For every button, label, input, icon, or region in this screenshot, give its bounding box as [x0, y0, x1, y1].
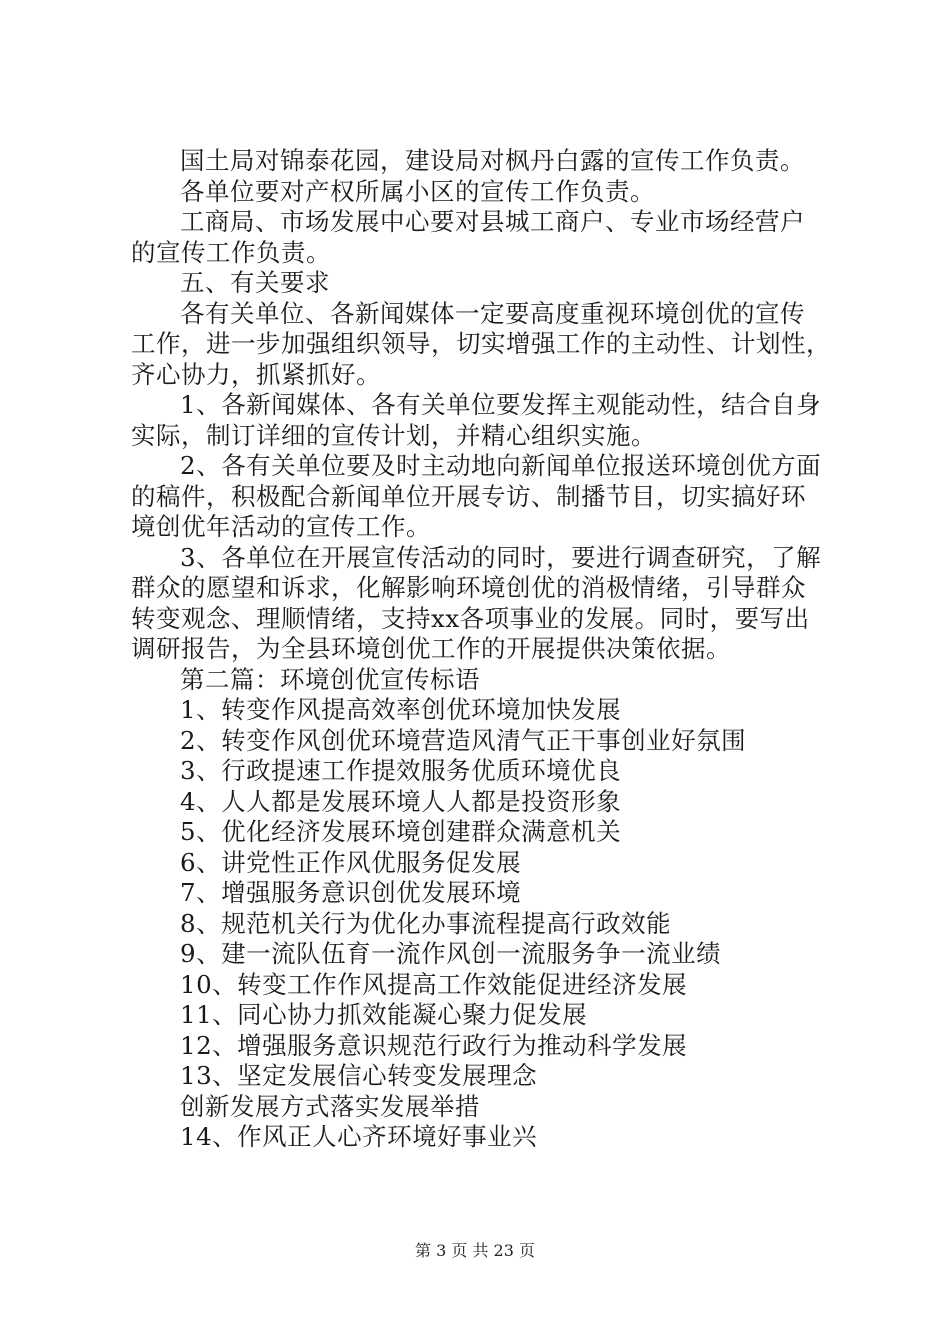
text-line: 10、转变工作作风提高工作效能促进经济发展 [180, 969, 688, 999]
text-line: 8、规范机关行为优化办事流程提高行政效能 [180, 908, 672, 938]
text-line: 五、有关要求 [180, 268, 330, 297]
text-line: 群众的愿望和诉求，化解影响环境创优的消极情绪，引导群众 [131, 573, 806, 602]
text-line: 3、行政提速工作提效服务优质环境优良 [180, 756, 622, 785]
text-line: 各单位要对产权所属小区的宣传工作负责。 [180, 176, 655, 206]
text-line: 第二篇：环境创优宣传标语 [180, 664, 480, 694]
text-line: 4、人人都是发展环境人人都是投资形象 [180, 786, 622, 816]
text-line: 6、讲党性正作风优服务促发展 [180, 847, 522, 877]
text-line: 国土局对锦泰花园，建设局对枫丹白露的宣传工作负责。 [180, 146, 805, 175]
text-line: 的稿件，积极配合新闻单位开展专访、制播节目，切实搞好环 [131, 481, 806, 511]
text-line: 1、各新闻媒体、各有关单位要发挥主观能动性，结合自身 [180, 390, 822, 419]
text-line: 调研报告，为全县环境创优工作的开展提供决策依据。 [131, 634, 731, 663]
text-line: 3、各单位在开展宣传活动的同时，要进行调查研究，了解 [180, 542, 822, 572]
text-line: 工商局、市场发展中心要对县城工商户、专业市场经营户 [180, 207, 805, 236]
page-footer: 第 3 页 共 23 页 [415, 1241, 535, 1260]
text-line: 各有关单位、各新闻媒体一定要高度重视环境创优的宣传 [180, 298, 805, 328]
text-line: 实际，制订详细的宣传计划，并精心组织实施。 [131, 420, 656, 450]
text-line: 12、增强服务意识规范行政行为推动科学发展 [180, 1030, 688, 1060]
text-line: 创新发展方式落实发展举措 [180, 1091, 480, 1121]
text-line: 14、作风正人心齐环境好事业兴 [180, 1122, 538, 1151]
text-line: 7、增强服务意识创优发展环境 [180, 878, 522, 907]
text-line: 的宣传工作负责。 [131, 237, 331, 267]
text-line: 11、同心协力抓效能凝心聚力促发展 [180, 1000, 588, 1029]
text-line: 工作，进一步加强组织领导，切实增强工作的主动性、计划性， [131, 329, 831, 358]
text-line: 2、各有关单位要及时主动地向新闻单位报送环境创优方面 [180, 451, 822, 480]
text-line: 13、坚定发展信心转变发展理念 [180, 1061, 538, 1090]
text-line: 2、转变作风创优环境营造风清气正干事创业好氛围 [180, 725, 747, 755]
text-line: 齐心协力，抓紧抓好。 [131, 359, 381, 389]
text-line: 转变观念、理顺情绪，支持xx各项事业的发展。同时，要写出 [131, 603, 810, 633]
text-line: 5、优化经济发展环境创建群众满意机关 [180, 817, 622, 846]
document-body [131, 146, 831, 1153]
text-line: 1、转变作风提高效率创优环境加快发展 [180, 695, 622, 724]
text-line: 境创优年活动的宣传工作。 [131, 512, 431, 541]
text-line: 9、建一流队伍育一流作风创一流服务争一流业绩 [180, 939, 722, 968]
